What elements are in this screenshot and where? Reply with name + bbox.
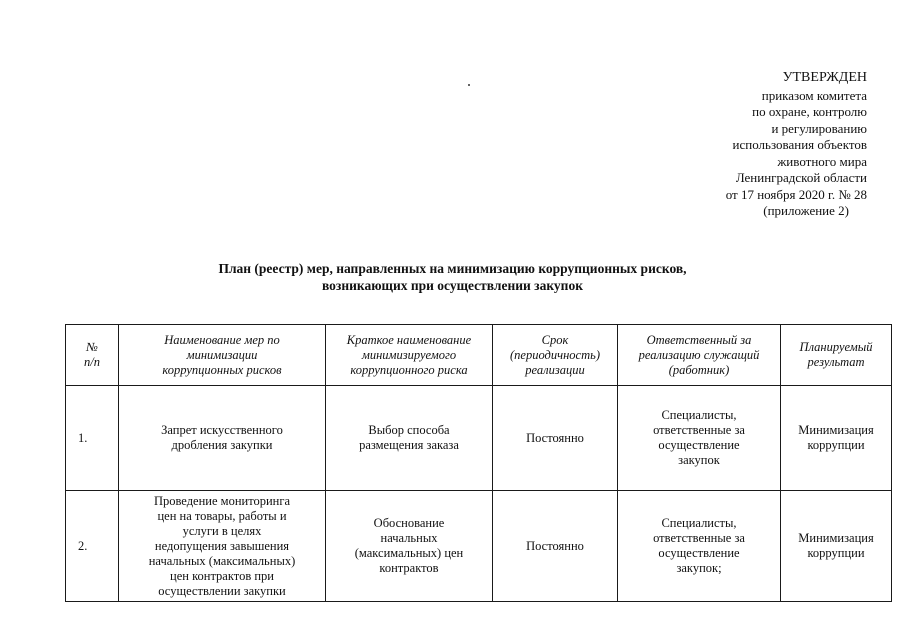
row-num: 1.: [66, 386, 119, 491]
row-result: Минимизация коррупции: [781, 386, 892, 491]
row-term: Постоянно: [493, 491, 618, 602]
header-term: Срок (периодичность) реализации: [493, 325, 618, 386]
approval-line: приказом комитета: [761, 87, 867, 103]
document-title-line: возникающих при осуществлении закупок: [321, 278, 583, 293]
approval-heading: УТВЕРЖДЕН: [782, 70, 867, 85]
row-risk: Выбор способа размещения заказа: [326, 386, 493, 491]
header-risk: Краткое наименование минимизируемого коррупционного риска: [326, 325, 493, 386]
row-term: Постоянно: [493, 386, 618, 491]
approval-line: Ленинградской области: [735, 170, 867, 185]
approval-line: и регулированию: [771, 120, 867, 136]
approval-line: использования объектов: [732, 137, 867, 152]
header-result: Планируемый результат: [781, 325, 892, 386]
row-responsible: Специалисты, ответственные за осуществление закупок: [618, 386, 781, 491]
header-responsible: Ответственный за реализацию служащий (работник): [618, 325, 781, 386]
row-risk: Обоснование начальных (максимальных) цен контрактов: [326, 491, 493, 602]
scan-speck: [468, 84, 470, 86]
table-header-row: [66, 325, 892, 386]
header-measure: Наименование мер по минимизации коррупционных рисков: [119, 325, 326, 386]
approval-line: животного мира: [777, 153, 867, 169]
row-responsible: Специалисты, ответственные за осуществление закупок;: [618, 491, 781, 602]
row-measure: Проведение мониторинга цен на товары, работы и услуги в целях недопущения завышения начальных (максимальных) цен контрактов при осуществлении закупки: [119, 491, 326, 602]
row-measure: Запрет искусственного дробления закупки: [119, 386, 326, 491]
table-row: [66, 386, 892, 491]
approval-line: по охране, контролю: [752, 104, 867, 119]
row-result: Минимизация коррупции: [781, 491, 892, 602]
approval-order-date: от 17 ноября 2020 г. № 28: [725, 186, 867, 202]
measures-table: [65, 324, 892, 602]
document-title: [0, 260, 905, 294]
approval-stamp-block: [726, 70, 867, 220]
approval-appendix: (приложение 2): [763, 203, 849, 218]
header-num: № п/п: [66, 325, 119, 386]
row-num: 2.: [66, 491, 119, 602]
document-title-line: План (реестр) мер, направленных на минимизацию коррупционных рисков,: [218, 261, 687, 276]
table-row: [66, 491, 892, 602]
